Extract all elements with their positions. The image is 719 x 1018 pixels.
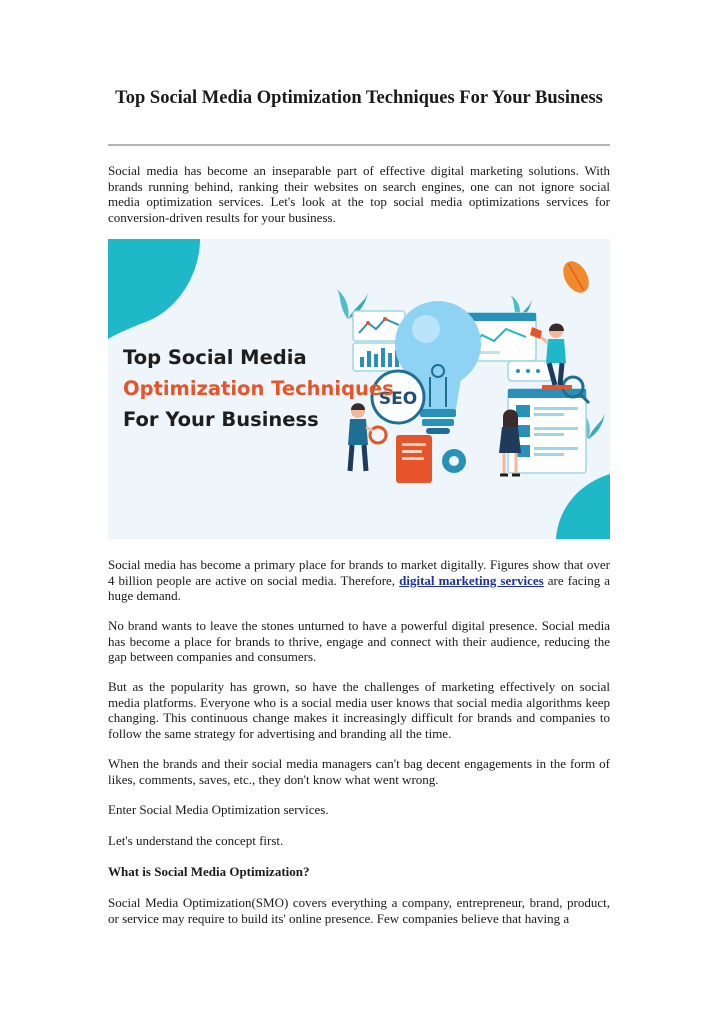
paragraph-1-text-a: Social media has become a primary place for brands to market digitally. Figures show that over 4 billion people are active on social media. Therefore, (108, 557, 610, 588)
paragraph-6-block (108, 833, 610, 849)
hero-line-2: Optimization Techniques (123, 377, 394, 400)
paragraph-6: Let's understand the concept first. (108, 833, 284, 848)
section-heading-text: What is Social Media Optimization? (108, 864, 310, 879)
hero-line-3: For Your Business (123, 408, 319, 431)
paragraph-5-block (108, 802, 610, 818)
title-divider (108, 144, 610, 146)
paragraph-3-block (108, 679, 610, 741)
section-heading-block (108, 864, 610, 880)
teal-blob-bottom-right (556, 474, 610, 539)
paragraph-7-block (108, 895, 610, 926)
search-list-panel (508, 389, 586, 473)
gear-icon (442, 449, 466, 473)
paragraph-4: When the brands and their social media managers can't bag decent engagements in the form of likes, comments, saves, etc., they don't know what went wrong. (108, 756, 610, 787)
intro-block (108, 163, 610, 225)
paragraph-2-block (108, 618, 610, 665)
paragraph-4-block (108, 756, 610, 787)
paragraph-3: But as the popularity has grown, so have the challenges of marketing effectively on social media platforms. Everyone who is a social media user knows that social media algorithms keep changing. This continuous change makes it increasingly difficult for brands and companies to follow the same strategy for advertising and branding all the time. (108, 679, 610, 741)
leaf-icon (558, 257, 594, 297)
hero-illustration (108, 239, 610, 539)
paragraph-1-block (108, 557, 610, 604)
section-heading (108, 864, 610, 880)
hero-line-1: Top Social Media (123, 346, 307, 369)
chat-bubble-icon (508, 361, 552, 381)
paragraph-1-text-b: are facing a huge demand. (108, 572, 611, 603)
document-card-icon (396, 435, 432, 483)
paragraph-5: Enter Social Media Optimization services. (108, 802, 329, 817)
intro-paragraph: Social media has become an inseparable part of effective digital marketing solutions. With brands running behind, ranking their websites on search engines, one can not ignore social media optimization services. Let's look at the top social media optimizations services for conversion-driven results for your business. (108, 163, 610, 225)
digital-marketing-services-link[interactable]: digital marketing services (399, 572, 544, 588)
paragraph-2: No brand wants to leave the stones unturned to have a powerful digital presence. Social media has become a place for brands to thrive, engage and connect with their audience, reducing the gap between companies and consumers. (108, 618, 610, 664)
seo-badge-label: SEO (378, 389, 418, 409)
paragraph-1 (108, 557, 610, 604)
paragraph-7: Social Media Optimization(SMO) covers everything a company, entrepreneur, brand, product, or service may require to build its' online presence. Few companies believe that having a (108, 895, 610, 926)
teal-blob-top-left (108, 239, 200, 339)
page-title: Top Social Media Optimization Techniques For Your Business (115, 88, 603, 108)
